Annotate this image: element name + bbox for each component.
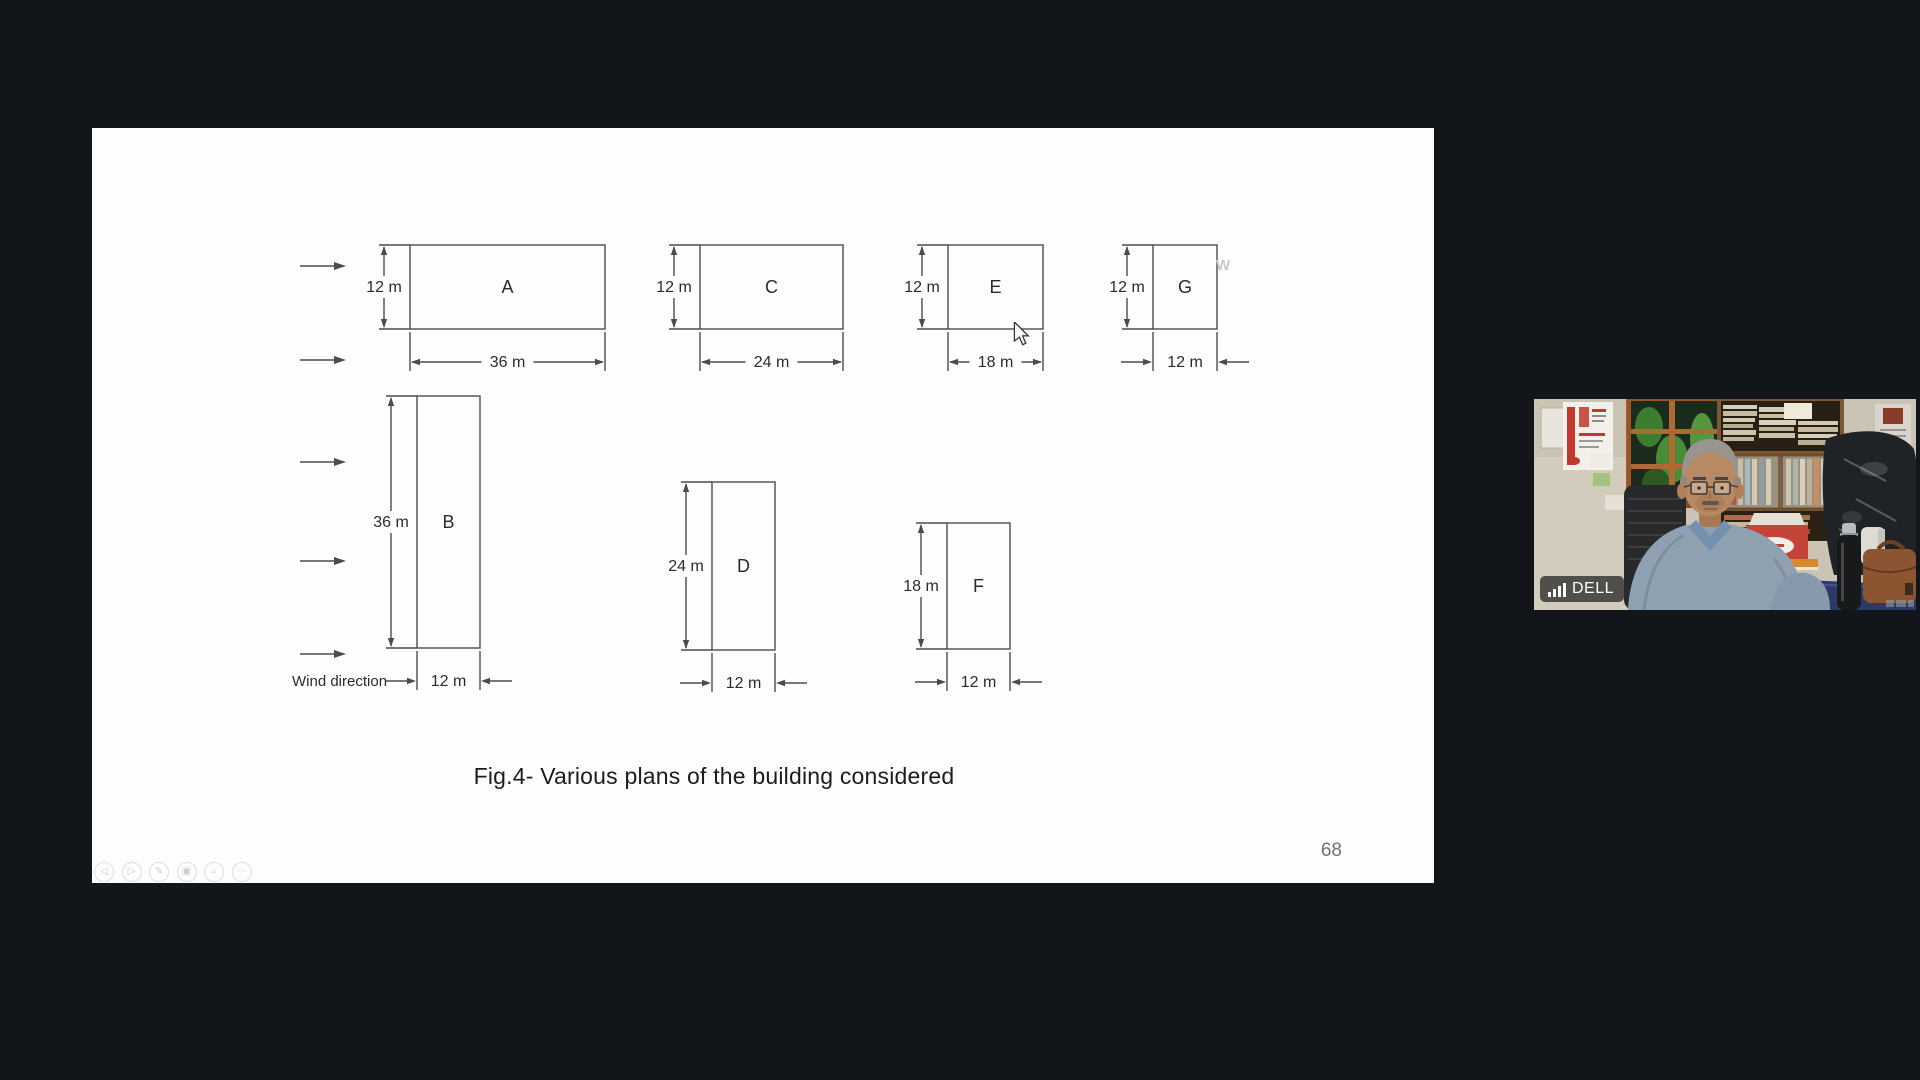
plan-a: [366, 245, 605, 371]
plan-b: [373, 396, 512, 690]
watermark: W: [1216, 257, 1231, 274]
plan-c: [656, 245, 843, 371]
zoom-slide-button[interactable]: ⌕: [204, 862, 224, 882]
mouse-cursor: [1013, 322, 1031, 346]
svg-text:12 m: 12 m: [725, 675, 762, 692]
svg-text:G: G: [1177, 277, 1193, 297]
webcam-tile[interactable]: [1534, 399, 1916, 610]
svg-text:Wind direction: Wind direction: [292, 673, 388, 690]
plan-e: [904, 245, 1043, 371]
more-options-button[interactable]: ⋯: [232, 862, 252, 882]
participant-name: DELL: [1572, 580, 1615, 597]
wall-poster: [1563, 402, 1613, 470]
svg-text:36 m: 36 m: [489, 354, 526, 371]
svg-text:12 m: 12 m: [656, 279, 692, 296]
presentation-slide: [92, 128, 1434, 883]
water-bottle: [1837, 523, 1861, 610]
plan-f: [903, 523, 1042, 691]
camera-watermark: [1886, 600, 1914, 607]
see-all-slides-button[interactable]: ▣: [177, 862, 197, 882]
pen-tool-button[interactable]: ✎: [149, 862, 169, 882]
signal-bars-icon: [1548, 582, 1566, 597]
presenter-toolbar: [94, 862, 252, 882]
svg-text:24 m: 24 m: [753, 354, 790, 371]
svg-text:A: A: [501, 277, 514, 297]
figure-caption: Fig.4- Various plans of the building considered: [473, 763, 955, 789]
participant-name-badge: [1540, 576, 1624, 602]
svg-text:E: E: [989, 277, 1002, 297]
svg-text:B: B: [442, 512, 455, 532]
slide-page-number: 68: [1320, 840, 1342, 861]
svg-text:D: D: [737, 556, 750, 576]
svg-text:36 m: 36 m: [373, 514, 409, 531]
svg-text:12 m: 12 m: [904, 279, 940, 296]
svg-text:12 m: 12 m: [366, 279, 402, 296]
svg-text:18 m: 18 m: [977, 354, 1014, 371]
svg-text:12 m: 12 m: [1167, 354, 1203, 371]
leather-bag: [1863, 542, 1916, 603]
svg-text:24 m: 24 m: [668, 558, 704, 575]
next-slide-button[interactable]: ▷: [122, 862, 142, 882]
svg-text:12 m: 12 m: [960, 674, 997, 691]
svg-text:12 m: 12 m: [1109, 279, 1145, 296]
previous-slide-button[interactable]: ◁: [94, 862, 114, 882]
svg-text:18 m: 18 m: [903, 578, 939, 595]
wind-direction-arrows: [292, 262, 387, 690]
svg-text:C: C: [765, 277, 778, 297]
svg-text:F: F: [973, 576, 984, 596]
plan-d: [668, 482, 807, 692]
svg-text:12 m: 12 m: [430, 673, 467, 690]
